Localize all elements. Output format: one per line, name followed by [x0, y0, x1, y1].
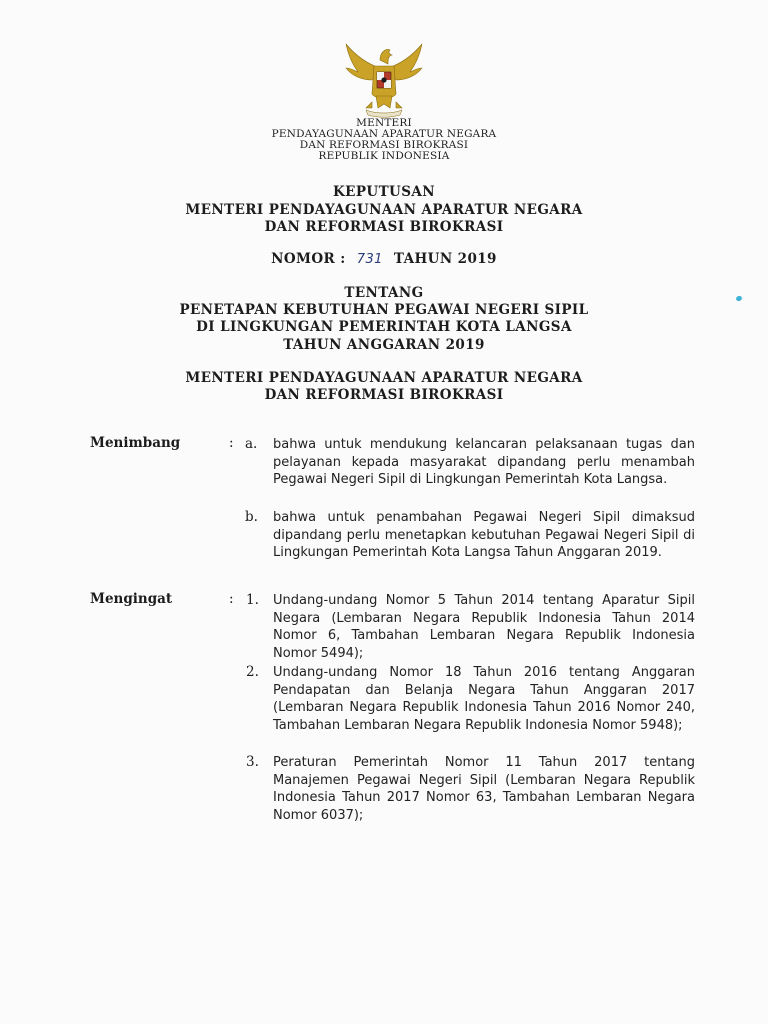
office-line: MENTERI [356, 117, 412, 129]
about-line: TAHUN ANGGARAN 2019 [283, 337, 485, 353]
office-line: REPUBLIK INDONESIA [318, 150, 450, 162]
about-heading: TENTANG [344, 285, 424, 301]
item-marker: a. [245, 436, 258, 452]
decree-title: KEPUTUSAN [333, 184, 435, 200]
handwritten-number: 731 [356, 252, 383, 267]
office-line: PENDAYAGUNAAN APARATUR NEGARA [271, 128, 497, 140]
item-marker: 3. [246, 754, 259, 770]
issuer-line: MENTERI PENDAYAGUNAAN APARATUR NEGARA [185, 370, 583, 386]
mengingat-item-3: Peraturan Pemerintah Nomor 11 Tahun 2017 tentang Manajemen Pegawai Negeri Sipil (Lembaran Negara Republik Indonesia Tahun 2017 Nomor 63, Tambahan Lembaran Negara Nomor 6037); [273, 755, 695, 823]
number-label: NOMOR : [271, 251, 346, 267]
menimbang-label: Menimbang [90, 435, 181, 451]
about-line: PENETAPAN KEBUTUHAN PEGAWAI NEGERI SIPIL [179, 302, 589, 318]
mengingat-label: Mengingat [90, 591, 173, 607]
about-line: DI LINGKUNGAN PEMERINTAH KOTA LANGSA [196, 319, 572, 335]
mengingat-item-1: Undang-undang Nomor 5 Tahun 2014 tentang Aparatur Sipil Negara (Lembaran Negara Republik Indonesia Tahun 2014 Nomor 6, Tambahan Lembaran Negara Republik Indonesia Nomor 5494); [273, 593, 695, 661]
item-marker: b. [245, 509, 258, 525]
issuer-line: DAN REFORMASI BIROKRASI [264, 387, 504, 403]
menimbang-colon: : [229, 435, 234, 451]
mengingat-item-2: Undang-undang Nomor 18 Tahun 2016 tentang Anggaran Pendapatan dan Belanja Negara Tahun Anggaran 2017 (Lembaran Negara Republik Indonesia Tahun 2016 Nomor 240, Tambahan Lembaran Negara Republik Indonesia Nomor 5948); [273, 665, 695, 733]
garuda-emblem-icon [336, 38, 432, 118]
year-label: TAHUN 2019 [393, 251, 497, 267]
office-line: DAN REFORMASI BIROKRASI [299, 139, 469, 151]
decree-number [0, 251, 768, 267]
mengingat-colon: : [229, 591, 234, 607]
item-marker: 2. [246, 664, 259, 680]
menimbang-item-b: bahwa untuk penambahan Pegawai Negeri Sipil dimaksud dipandang perlu menetapkan kebutuhan Pegawai Negeri Sipil di Lingkungan Pemerintah Kota Langsa Tahun Anggaran 2019. [273, 510, 695, 561]
item-marker: 1. [246, 592, 259, 608]
menimbang-item-a: bahwa untuk mendukung kelancaran pelaksanaan tugas dan pelayanan kepada masyarakat dipandang perlu menambah Pegawai Negeri Sipil di Lingkungan Pemerintah Kota Langsa. [273, 437, 695, 488]
decree-title: MENTERI PENDAYAGUNAAN APARATUR NEGARA [185, 202, 583, 218]
office-header [0, 118, 768, 162]
decree-title: DAN REFORMASI BIROKRASI [264, 219, 504, 235]
